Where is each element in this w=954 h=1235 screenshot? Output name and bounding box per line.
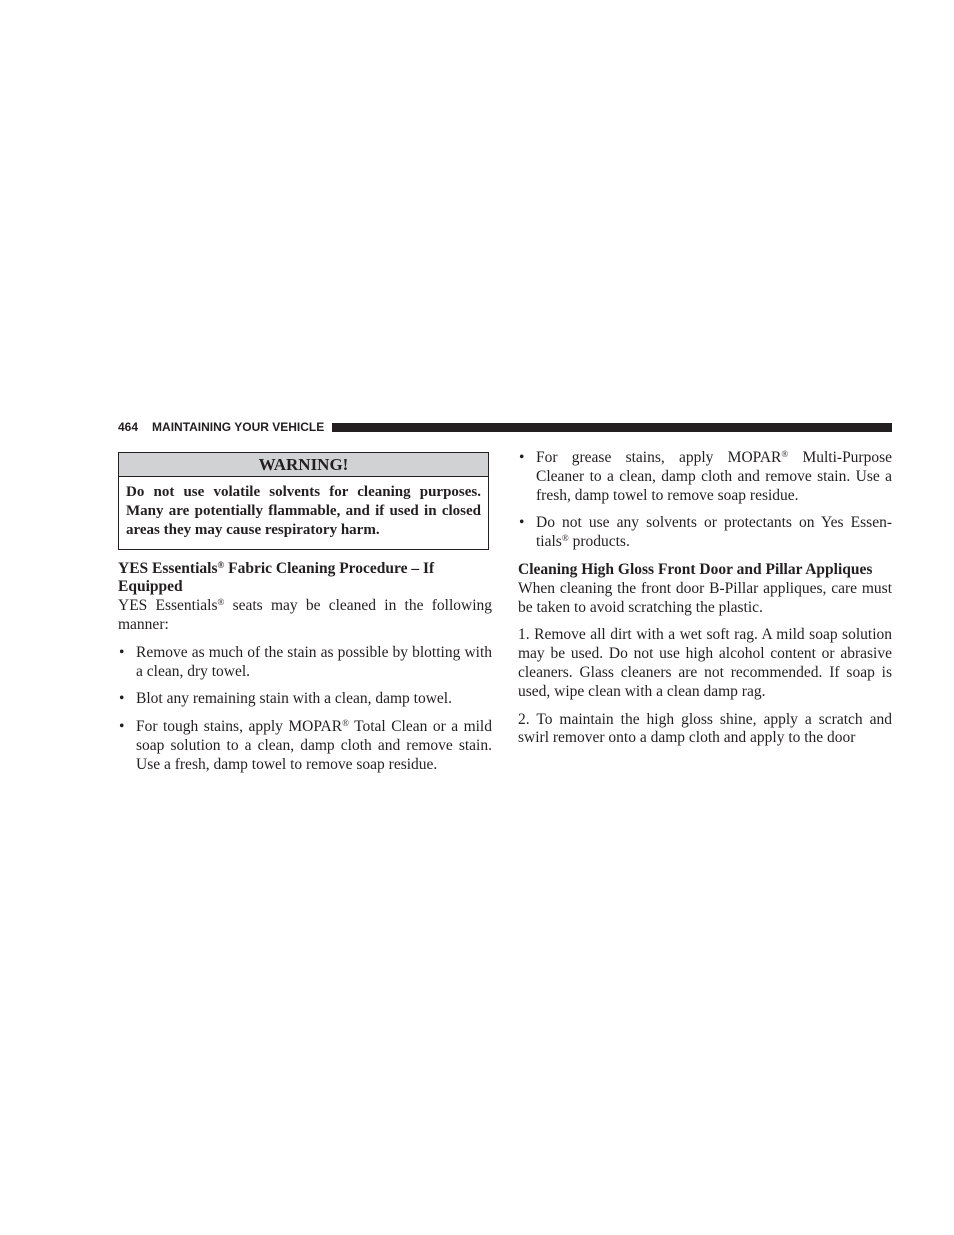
warning-text: Do not use volatile solvents for cleaning purposes. Many are potentially flammable, and if used in closed areas they may cause respiratory harm. xyxy=(126,484,481,539)
right-column xyxy=(518,449,892,748)
warning-title: WARNING! xyxy=(119,453,488,477)
yes-essentials-bullets xyxy=(118,644,492,775)
list-item: • Remove as much of the stain as possible by blotting with a clean, dry towel. xyxy=(119,643,492,680)
warning-box xyxy=(118,452,489,550)
header-rule xyxy=(332,423,892,432)
page-header xyxy=(118,419,892,435)
section-title: MAINTAINING YOUR VEHICLE xyxy=(152,420,325,434)
list-item: • For tough stains, apply MOPAR® Total Clean or a mild soap solution to a clean, damp cloth and remove stain. Use a fresh, damp towel to remove soap residue. xyxy=(119,718,492,773)
gloss-step-2: 2. To maintain the high gloss shine, apply a scratch and swirl remover onto a damp cloth and apply to the door xyxy=(518,710,892,747)
list-item: • Do not use any solvents or protectants on Yes Essen-tials® products. xyxy=(519,514,892,551)
yes-essentials-heading: YES Essentials® Fabric Cleaning Procedure – If Equipped xyxy=(118,559,435,596)
gloss-intro: When cleaning the front door B-Pillar appliques, care must be taken to avoid scratching the plastic. xyxy=(518,579,892,616)
gloss-heading: Cleaning High Gloss Front Door and Pillar Appliques xyxy=(518,560,873,578)
yes-essentials-intro: YES Essentials® seats may be cleaned in the following manner: xyxy=(118,597,492,633)
page-number: 464 xyxy=(118,420,139,434)
left-column xyxy=(118,452,492,775)
list-item: • Blot any remaining stain with a clean, damp towel. xyxy=(119,690,452,708)
list-item: • For grease stains, apply MOPAR® Multi-Purpose Cleaner to a clean, damp cloth and remove stain. Use a fresh, damp towel to remove soap residue. xyxy=(519,449,893,504)
stain-bullets xyxy=(518,449,892,552)
gloss-step-1: 1. Remove all dirt with a wet soft rag. A mild soap solution may be used. Do not use high alcohol content or abrasive cleaners. Glass cleaners are not recommended. If soap is used, wipe clean with a clean damp rag. xyxy=(518,626,892,700)
